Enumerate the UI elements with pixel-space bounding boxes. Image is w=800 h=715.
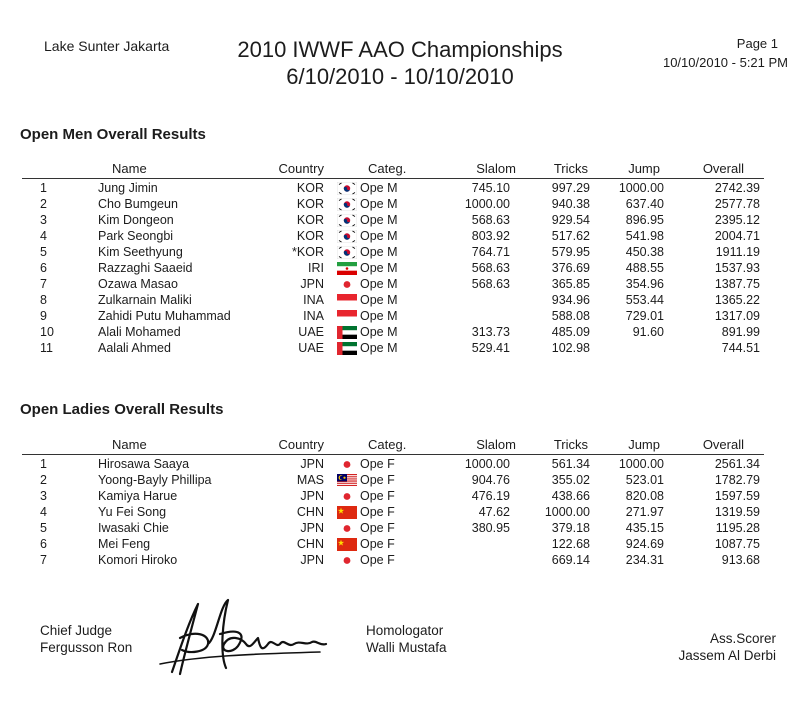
- slalom-score: 803.92: [471, 229, 510, 243]
- athlete-name: Kim Seethyung: [98, 245, 183, 259]
- jpn-flag-icon: [337, 278, 357, 291]
- homologator-name: Walli Mustafa: [366, 640, 447, 655]
- overall-score: 2577.78: [714, 197, 760, 211]
- tricks-score: 588.08: [551, 309, 590, 323]
- ladies-results-table: [22, 434, 764, 567]
- men-table-header: [22, 158, 764, 179]
- jump-score: 541.98: [625, 229, 664, 243]
- overall-score: 1319.59: [714, 505, 760, 519]
- col-header-overall: Overall: [702, 437, 744, 452]
- country-code: UAE: [298, 341, 324, 355]
- country-code: KOR: [296, 229, 324, 243]
- col-header-name: Name: [112, 161, 147, 176]
- table-row: [22, 211, 764, 227]
- tricks-score: 102.98: [551, 341, 590, 355]
- athlete-name: Park Seongbi: [98, 229, 174, 243]
- overall-score: 2395.12: [714, 213, 760, 227]
- rank-cell: 4: [40, 229, 47, 243]
- category: Ope M: [360, 181, 398, 195]
- scorer-block: [678, 630, 776, 664]
- athlete-name: Ozawa Masao: [98, 277, 178, 291]
- col-header-overall: Overall: [702, 161, 744, 176]
- category: Ope M: [360, 309, 398, 323]
- overall-score: 1782.79: [714, 473, 760, 487]
- country-code: KOR: [296, 213, 324, 227]
- chief-judge-name: Fergusson Ron: [40, 640, 133, 655]
- rank-cell: 11: [40, 341, 53, 355]
- athlete-name: Zahidi Putu Muhammad: [98, 309, 231, 323]
- category: Ope F: [360, 553, 395, 567]
- ladies-table-header: [22, 434, 764, 455]
- men-rows: [22, 179, 764, 355]
- category: Ope F: [360, 521, 395, 535]
- table-row: [22, 535, 764, 551]
- event-date-range: 6/10/2010 - 10/10/2010: [286, 64, 514, 89]
- table-row: [22, 323, 764, 339]
- slalom-score: 529.41: [471, 341, 510, 355]
- overall-score: 1911.19: [715, 245, 760, 259]
- tricks-score: 379.18: [551, 521, 590, 535]
- table-row: [22, 259, 764, 275]
- country-code: CHN: [296, 537, 324, 551]
- men-results-table: [22, 158, 764, 355]
- table-row: [22, 339, 764, 355]
- scorer-name: Jassem Al Derbi: [678, 648, 776, 663]
- table-row: [22, 519, 764, 535]
- overall-score: 744.51: [721, 341, 760, 355]
- category: Ope M: [360, 245, 398, 259]
- uae-flag-icon: [337, 326, 357, 339]
- category: Ope M: [360, 261, 398, 275]
- jump-score: 488.55: [625, 261, 664, 275]
- slalom-score: 568.63: [471, 277, 510, 291]
- athlete-name: Alali Mohamed: [98, 325, 181, 339]
- col-header-name: Name: [112, 437, 147, 452]
- jump-score: 91.60: [632, 325, 664, 339]
- rank-cell: 7: [40, 553, 47, 567]
- overall-score: 1597.59: [714, 489, 760, 503]
- overall-score: 1195.28: [715, 521, 760, 535]
- uae-flag-icon: [337, 342, 357, 355]
- rank-cell: 6: [40, 261, 47, 275]
- overall-score: 2561.34: [714, 457, 760, 471]
- slalom-score: 476.19: [471, 489, 510, 503]
- col-header-categ: Categ.: [368, 161, 407, 176]
- print-timestamp: 10/10/2010 - 5:21 PM: [662, 55, 788, 70]
- category: Ope M: [360, 277, 398, 291]
- col-header-categ: Categ.: [368, 437, 407, 452]
- homologator-block: [366, 622, 447, 656]
- slalom-score: 764.71: [471, 245, 510, 259]
- athlete-name: Cho Bumgeun: [98, 197, 178, 211]
- country-code: CHN: [296, 505, 324, 519]
- chief-judge-title: Chief Judge: [40, 623, 113, 638]
- jump-score: 271.97: [625, 505, 664, 519]
- kor-flag-icon: [337, 246, 357, 259]
- ladies-section-title: Open Ladies Overall Results: [20, 401, 224, 418]
- rank-cell: 4: [40, 505, 47, 519]
- overall-score: 2004.71: [714, 229, 760, 243]
- tricks-score: 438.66: [551, 489, 590, 503]
- athlete-name: Hirosawa Saaya: [98, 457, 190, 471]
- category: Ope M: [360, 293, 398, 307]
- category: Ope F: [360, 457, 395, 471]
- jump-score: 234.31: [625, 553, 664, 567]
- table-row: [22, 307, 764, 323]
- table-row: [22, 275, 764, 291]
- jpn-flag-icon: [337, 522, 357, 535]
- rank-cell: 9: [40, 309, 47, 323]
- tricks-score: 485.09: [551, 325, 590, 339]
- category: Ope F: [360, 505, 395, 519]
- rank-cell: 1: [40, 457, 47, 471]
- athlete-name: Jung Jimin: [98, 181, 158, 195]
- country-code: UAE: [298, 325, 324, 339]
- overall-score: 1087.75: [714, 537, 760, 551]
- athlete-name: Yu Fei Song: [98, 505, 167, 519]
- table-row: [22, 455, 764, 471]
- jump-score: 1000.00: [618, 181, 664, 195]
- slalom-score: 380.95: [471, 521, 510, 535]
- tricks-score: 929.54: [551, 213, 590, 227]
- rank-cell: 6: [40, 537, 47, 551]
- col-header-country: Country: [278, 161, 324, 176]
- country-code: JPN: [300, 277, 324, 291]
- ina-flag-icon: [337, 310, 357, 323]
- jump-score: 896.95: [625, 213, 664, 227]
- athlete-name: Yoong-Bayly Phillipa: [98, 473, 212, 487]
- overall-score: 2742.39: [714, 181, 760, 195]
- overall-score: 913.68: [721, 553, 760, 567]
- athlete-name: Razzaghi Saaeid: [98, 261, 193, 275]
- col-header-tricks: Tricks: [553, 161, 588, 176]
- country-code: IRI: [308, 261, 324, 275]
- table-row: [22, 471, 764, 487]
- tricks-score: 365.85: [551, 277, 590, 291]
- rank-cell: 1: [40, 181, 47, 195]
- country-code: JPN: [300, 521, 324, 535]
- venue-name: Lake Sunter Jakarta: [44, 38, 170, 54]
- kor-flag-icon: [337, 182, 357, 195]
- jump-score: 354.96: [625, 277, 664, 291]
- scorer-title: Ass.Scorer: [709, 631, 776, 646]
- table-row: [22, 227, 764, 243]
- jump-score: 553.44: [625, 293, 664, 307]
- chief-judge-block: [40, 622, 132, 656]
- slalom-score: 1000.00: [464, 457, 510, 471]
- tricks-score: 934.96: [551, 293, 590, 307]
- rank-cell: 2: [40, 473, 47, 487]
- slalom-score: 568.63: [471, 261, 510, 275]
- table-row: [22, 551, 764, 567]
- slalom-score: 313.73: [471, 325, 510, 339]
- rank-cell: 5: [40, 521, 47, 535]
- jump-score: 729.01: [625, 309, 664, 323]
- athlete-name: Zulkarnain Maliki: [98, 293, 192, 307]
- table-row: [22, 179, 764, 195]
- country-code: JPN: [300, 457, 324, 471]
- rank-cell: 3: [40, 489, 47, 503]
- col-header-jump: Jump: [628, 161, 660, 176]
- men-section-title: Open Men Overall Results: [20, 126, 206, 143]
- tricks-score: 561.34: [551, 457, 590, 471]
- category: Ope F: [360, 473, 395, 487]
- table-row: [22, 195, 764, 211]
- col-header-country: Country: [278, 437, 324, 452]
- tricks-score: 1000.00: [544, 505, 590, 519]
- jpn-flag-icon: [337, 458, 357, 471]
- athlete-name: Kamiya Harue: [98, 489, 178, 503]
- category: Ope M: [360, 197, 398, 211]
- col-header-slalom: Slalom: [476, 161, 516, 176]
- category: Ope M: [360, 229, 398, 243]
- category: Ope F: [360, 489, 395, 503]
- athlete-name: Kim Dongeon: [98, 213, 174, 227]
- rank-cell: 8: [40, 293, 47, 307]
- iri-flag-icon: [337, 262, 357, 275]
- country-code: INA: [303, 309, 324, 323]
- tricks-score: 517.62: [551, 229, 590, 243]
- table-row: [22, 487, 764, 503]
- tricks-score: 997.29: [551, 181, 590, 195]
- category: Ope M: [360, 341, 398, 355]
- event-title-line1: 2010 IWWF AAO Championships: [237, 37, 563, 62]
- country-code: JPN: [300, 553, 324, 567]
- jump-score: 637.40: [625, 197, 664, 211]
- overall-score: 1537.93: [714, 261, 760, 275]
- jump-score: 1000.00: [618, 457, 664, 471]
- mas-flag-icon: [337, 474, 357, 487]
- jump-score: 523.01: [625, 473, 664, 487]
- athlete-name: Komori Hiroko: [98, 553, 178, 567]
- country-code: KOR: [296, 197, 324, 211]
- category: Ope F: [360, 537, 395, 551]
- col-header-slalom: Slalom: [476, 437, 516, 452]
- country-code: MAS: [296, 473, 324, 487]
- jump-score: 450.38: [625, 245, 664, 259]
- col-header-jump: Jump: [628, 437, 660, 452]
- country-code: KOR: [296, 181, 324, 195]
- rank-cell: 7: [40, 277, 47, 291]
- slalom-score: 47.62: [478, 505, 510, 519]
- table-row: [22, 503, 764, 519]
- overall-score: 891.99: [721, 325, 760, 339]
- tricks-score: 669.14: [551, 553, 590, 567]
- table-row: [22, 291, 764, 307]
- slalom-score: 1000.00: [464, 197, 510, 211]
- category: Ope M: [360, 213, 398, 227]
- rank-cell: 10: [40, 325, 54, 339]
- col-header-tricks: Tricks: [553, 437, 588, 452]
- tricks-score: 376.69: [551, 261, 590, 275]
- kor-flag-icon: [337, 214, 357, 227]
- page-number: Page 1: [736, 36, 778, 51]
- rank-cell: 2: [40, 197, 47, 211]
- slalom-score: 904.76: [471, 473, 510, 487]
- overall-score: 1317.09: [714, 309, 760, 323]
- chn-flag-icon: [337, 538, 357, 551]
- slalom-score: 568.63: [471, 213, 510, 227]
- chn-flag-icon: [337, 506, 357, 519]
- jump-score: 820.08: [625, 489, 664, 503]
- kor-flag-icon: [337, 198, 357, 211]
- jump-score: 924.69: [625, 537, 664, 551]
- jpn-flag-icon: [337, 490, 357, 503]
- slalom-score: 745.10: [471, 181, 510, 195]
- country-code: INA: [303, 293, 324, 307]
- tricks-score: 940.38: [551, 197, 590, 211]
- athlete-name: Aalali Ahmed: [98, 341, 171, 355]
- tricks-score: 122.68: [551, 537, 590, 551]
- jpn-flag-icon: [337, 554, 357, 567]
- tricks-score: 355.02: [551, 473, 590, 487]
- kor-flag-icon: [337, 230, 357, 243]
- ladies-rows: [22, 455, 764, 567]
- category: Ope M: [360, 325, 398, 339]
- overall-score: 1387.75: [714, 277, 760, 291]
- rank-cell: 5: [40, 245, 47, 259]
- jump-score: 435.15: [625, 521, 664, 535]
- tricks-score: 579.95: [551, 245, 590, 259]
- athlete-name: Iwasaki Chie: [98, 521, 169, 535]
- overall-score: 1365.22: [714, 293, 760, 307]
- homologator-title: Homologator: [366, 623, 444, 638]
- chief-judge-signature: [150, 594, 330, 689]
- country-code: *KOR: [292, 245, 324, 259]
- country-code: JPN: [300, 489, 324, 503]
- ina-flag-icon: [337, 294, 357, 307]
- rank-cell: 3: [40, 213, 47, 227]
- athlete-name: Mei Feng: [98, 537, 151, 551]
- table-row: [22, 243, 764, 259]
